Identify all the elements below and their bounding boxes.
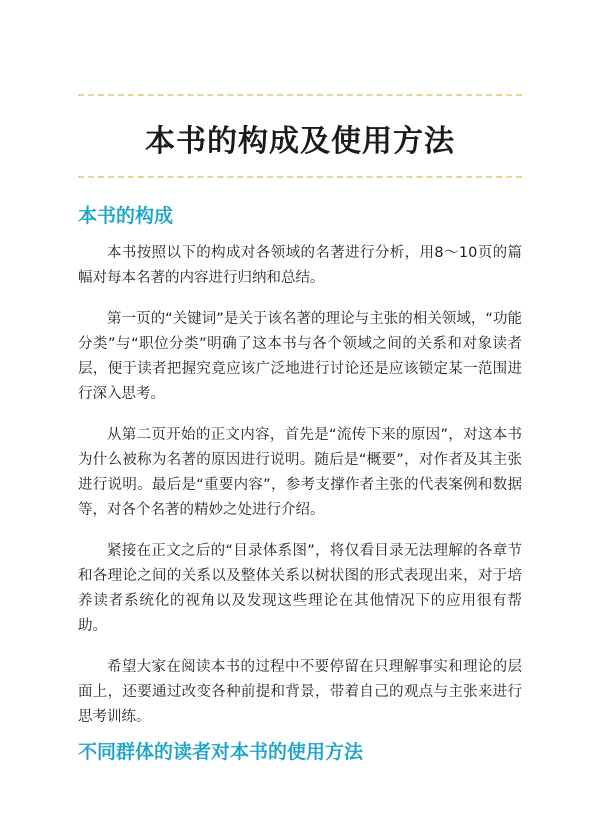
paragraph: 紧接在正文之后的“目录体系图”，将仅看目录无法理解的各章节和各理论之间的关系以及整体关系以树状图的形式表现出来，对于培养读者系统化的视角以及发现这些理论在其他情况下的应用很有帮助。 bbox=[78, 543, 522, 634]
paragraph: 本书按照以下的构成对各领域的名著进行分析，用8～10页的篇幅对每本名著的内容进行归纳和总结。 bbox=[78, 245, 522, 286]
section-heading-usage: 不同群体的读者对本书的使用方法 bbox=[78, 741, 364, 763]
decorative-divider-bottom bbox=[78, 176, 522, 178]
page-title: 本书的构成及使用方法 bbox=[145, 124, 455, 159]
section-heading-composition: 本书的构成 bbox=[78, 205, 174, 227]
paragraph: 第一页的“关键词”是关于该名著的理论与主张的相关领域，“功能分类”与“职位分类”明确了这本书与各个领域之间的关系和对象读者层，便于读者把握究竟应该广泛地进行讨论还是应该锁定某一范围进行深入思考。 bbox=[78, 311, 522, 402]
paragraph: 希望大家在阅读本书的过程中不要停留在只理解事实和理论的层面上，还要通过改变各种前提和背景，带着自己的观点与主张来进行思考训练。 bbox=[78, 659, 522, 725]
paragraph: 从第二页开始的正文内容，首先是“流传下来的原因”，对这本书为什么被称为名著的原因进行说明。随后是“概要”，对作者及其主张进行说明。最后是“重要内容”，参考支撑作者主张的代表案例和数据等，对各个名著的精妙之处进行介绍。 bbox=[78, 427, 522, 518]
section-body-composition bbox=[78, 241, 522, 746]
decorative-divider-top bbox=[78, 94, 522, 96]
